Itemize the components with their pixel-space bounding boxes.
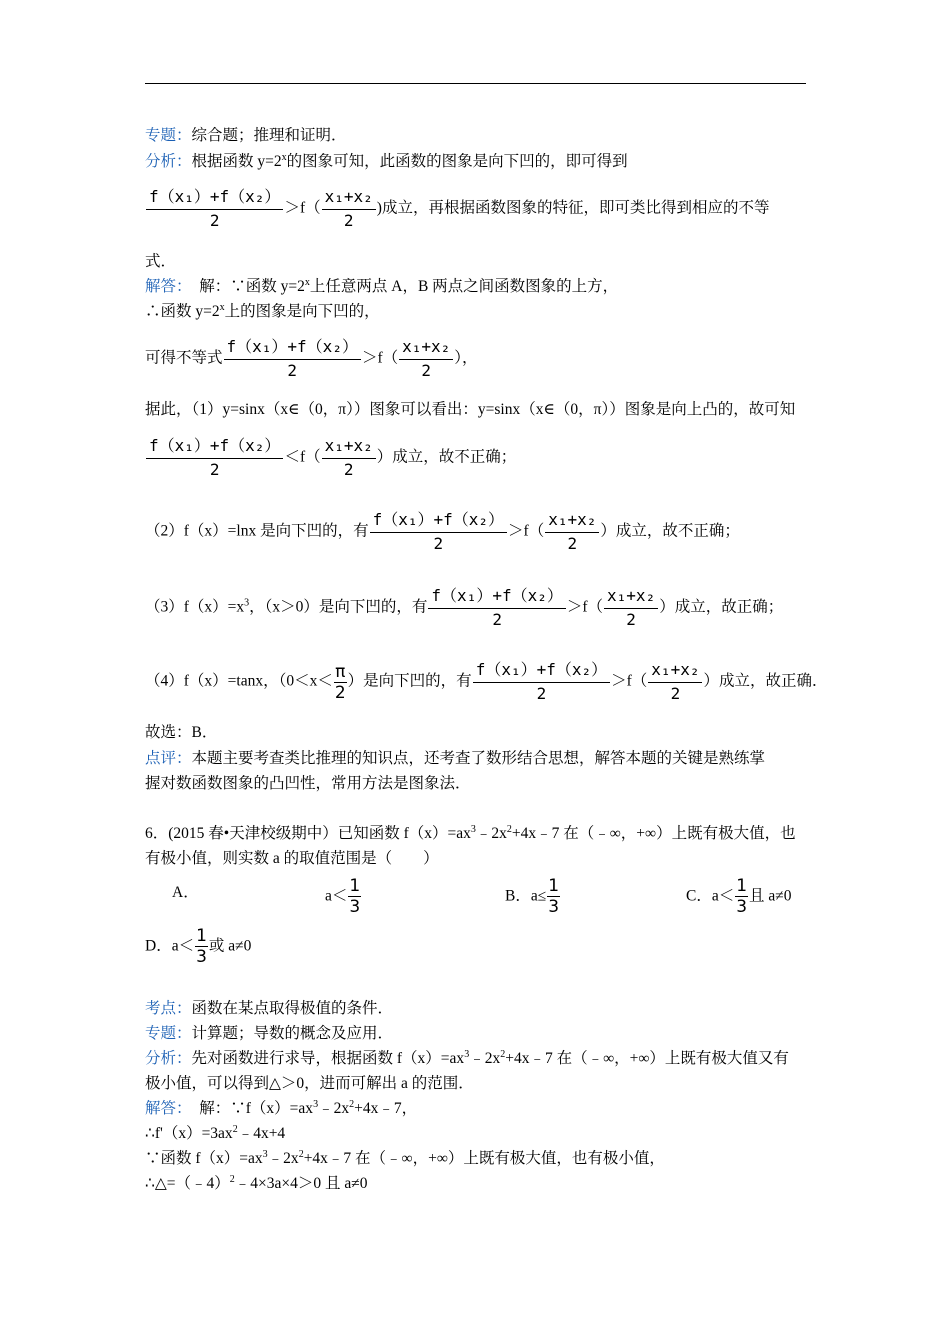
analysis-label: 分析： — [145, 1050, 192, 1067]
inequality-line-6: （4）f（x）=tanx，（0＜x＜ $\frac{\pi}{2}$ ）是向下凹的，有 $\frac{\text{f（x₁）+f（x₂）}}{2}$ ＞f（ $\frac{\text{x₁+x₂}}{2}$ ）成立，故正确． — [145, 660, 828, 703]
fraction-rhs: $\frac{\text{x₁+x₂}}{2}$ — [322, 435, 376, 481]
answer-line: 解答： 解：∵函数 $y=2^x$上任意两点 A，B 两点之间函数图象的上方， — [145, 277, 619, 295]
fraction-rhs: $\frac{\text{x₁+x₂}}{2}$ — [648, 659, 702, 705]
option-a[interactable]: a＜ $\frac{1}{3}$ — [325, 876, 361, 917]
analysis-line: 分析：先对函数进行求导，根据函数 $f(x)=ax^3﹣2x^2+4x﹣7$ 在（﹣∞，+∞）上既有极大值又有 — [145, 1049, 789, 1067]
comment-label: 点评： — [145, 750, 192, 767]
fraction-lhs: $\frac{\text{f（x₁）+f（x₂）}}{2}$ — [146, 435, 283, 481]
fraction-lhs: $\frac{\text{f（x₁）+f（x₂）}}{2}$ — [473, 659, 610, 705]
choice-line: 故选：B． — [145, 724, 218, 741]
option-d[interactable]: D．a＜ $\frac{1}{3}$ 或 a≠0 — [145, 926, 252, 967]
question-stem: 6．(2015 春•天津校级期中）已知函数 $f(x)=ax^3﹣2x^2+4x﹣7$ 在（﹣∞，+∞）上既有极大值，也 — [145, 824, 796, 842]
inequality-line-4: （2）f（x）=lnx 是向下凹的，有 $\frac{\text{f（x₁）+f（x₂）}}{2}$ ＞f（ $\frac{\text{x₁+x₂}}{2}$ ）成立，故不正确； — [145, 510, 740, 553]
condition-line: ∵函数 $f(x)=ax^3﹣2x^2+4x﹣7$ 在（﹣∞，+∞）上既有极大值，也有极小值， — [145, 1149, 665, 1167]
fraction-lhs: $\frac{\text{f（x₁）+f（x₂）}}{2}$ — [224, 336, 361, 382]
option-c[interactable]: C．a＜ $\frac{1}{3}$ 且 a≠0 — [686, 876, 792, 917]
topic-line: 专题：计算题；导数的概念及应用． — [145, 1025, 394, 1042]
inequality-line-5: $(3)f(x)=x^3$，（x＞0）是向下凹的，有 $\frac{\text{f（x₁）+f（x₂）}}{2}$ ＞f（ $\frac{\text{x₁+x₂}}{2}$ ）成立，故正确； — [145, 586, 784, 629]
option-a-label[interactable]: A． — [172, 884, 199, 901]
question-stem-2: 有极小值，则实数 a 的取值范围是（ ） — [145, 850, 439, 867]
analysis-line: 分析：根据函数 $y=2^x$的图象可知，此函数的图象是向下凹的，即可得到 — [145, 152, 628, 170]
derivative-line: $\therefore f'(x)=3ax^2﹣4x+4$ — [145, 1124, 286, 1142]
answer-label: 解答： — [145, 1100, 184, 1117]
comment-line-2: 握对数函数图象的凸凹性，常用方法是图象法． — [145, 775, 471, 792]
fraction-rhs: $\frac{\text{x₁+x₂}}{2}$ — [604, 585, 658, 631]
topic-line — [145, 126, 347, 146]
fraction-rhs: $\frac{\text{x₁+x₂}}{2}$ — [322, 186, 376, 232]
topic-text: 综合题；推理和证明． — [191, 127, 347, 144]
knowledge-point-line: 考点：函数在某点取得极值的条件． — [145, 1000, 394, 1017]
fraction-rhs: $\frac{\text{x₁+x₂}}{2}$ — [399, 336, 453, 382]
text-line: ∴函数 $y=2^x$上的图象是向下凹的， — [145, 302, 380, 320]
topic-label: 专题： — [145, 1025, 192, 1042]
option-b[interactable]: B．a≤ $\frac{1}{3}$ — [505, 876, 560, 917]
topic-label: 专题： — [145, 127, 192, 144]
analysis-label: 分析： — [145, 153, 192, 170]
text-line: 据此，（1）y=sinx（x∈（0，π））图象可以看出：y=sinx（x∈（0，π））图象是向上凸的，故可知 — [145, 401, 796, 418]
header-rule — [145, 83, 806, 84]
discriminant-line: ∴△=（﹣4）$^2$﹣4×3a×4＞0 且 a≠0 — [145, 1174, 368, 1192]
fraction-lhs: $\frac{\text{f（x₁）+f（x₂）}}{2}$ — [146, 186, 283, 232]
answer-label: 解答： — [145, 278, 184, 295]
inequality-line-3: $\frac{\text{f（x₁）+f（x₂）}}{2}$ ＜f（ $\frac{\text{x₁+x₂}}{2}$ ）成立，故不正确； — [145, 435, 516, 481]
fraction-lhs: $\frac{\text{f（x₁）+f（x₂）}}{2}$ — [428, 585, 565, 631]
answer-line: 解答： 解：$\because f(x)=ax^3﹣2x^2+4x﹣7$， — [145, 1099, 418, 1117]
inequality-line-2: 可得不等式 $\frac{\text{f（x₁）+f（x₂）}}{2}$ ＞f（ $\frac{\text{x₁+x₂}}{2}$ ）， — [145, 337, 478, 380]
analysis-line-2: 极小值，可以得到△＞0，进而可解出 a 的范围． — [145, 1075, 474, 1092]
fraction-lhs: $\frac{\text{f（x₁）+f（x₂）}}{2}$ — [370, 509, 507, 555]
inequality-line-1: $\frac{\text{f（x₁）+f（x₂）}}{2}$ ＞f（ $\frac{\text{x₁+x₂}}{2}$ )成立，再根据函数图象的特征，即可类比得到相应的不等 — [145, 186, 769, 232]
fraction-rhs: $\frac{\text{x₁+x₂}}{2}$ — [545, 509, 599, 555]
fraction-pi-over-2: $\frac{\pi}{2}$ — [334, 661, 346, 703]
text-line: 式． — [145, 253, 177, 270]
comment-line: 点评：本题主要考查类比推理的知识点，还考查了数形结合思想，解答本题的关键是熟练掌 — [145, 750, 766, 767]
knowledge-point-label: 考点： — [145, 1000, 192, 1017]
